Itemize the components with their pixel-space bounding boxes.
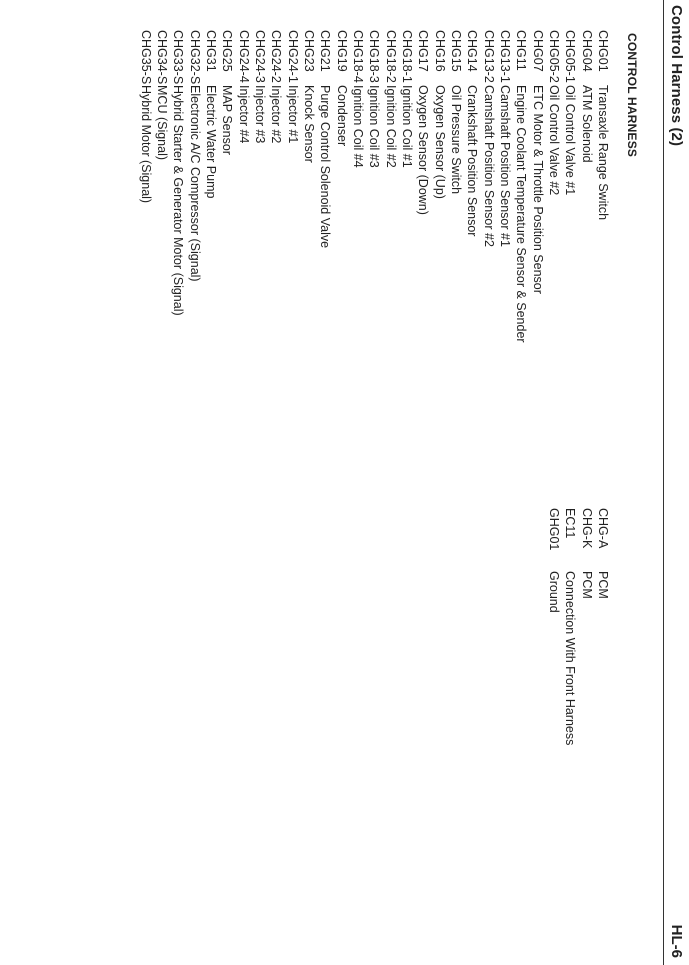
connector-description: Ignition Coil #2 xyxy=(383,85,398,168)
connector-code: CHG11 xyxy=(514,30,529,71)
connector-code: CHG35-S xyxy=(138,30,153,85)
connector-description: ATM Solenoid xyxy=(579,85,594,163)
connector-description: Camshaft Position Sensor #2 xyxy=(481,85,496,247)
connector-code: CHG31 xyxy=(204,30,219,72)
page-title: Control Harness (2) xyxy=(668,5,685,147)
connector-description: Ignition Coil #1 xyxy=(400,85,415,168)
connector-code: GHG01 xyxy=(547,508,562,551)
connector-description: Ground xyxy=(547,571,562,613)
connector-code: CHG13-2 xyxy=(481,30,496,83)
connector-code: CHG19 xyxy=(334,30,349,72)
connector-description: Purge Control Solenoid Valve xyxy=(318,85,333,249)
connector-description: Ignition Coil #4 xyxy=(351,85,366,168)
connector-code: CHG23 xyxy=(302,30,317,72)
connector-code: CHG18-1 xyxy=(400,30,415,83)
connector-description: Injector #2 xyxy=(269,85,284,144)
connector-code: CHG32-S xyxy=(187,30,202,85)
connector-code: CHG18-2 xyxy=(383,30,398,83)
connector-code: CHG33-S xyxy=(171,30,186,85)
connector-code: EC11 xyxy=(563,508,578,539)
connector-description: Hybrid Motor (Signal) xyxy=(138,85,153,204)
connector-code: CHG13-1 xyxy=(498,30,513,83)
connector-description: Electric Water Pump xyxy=(204,85,219,199)
connector-code: CHG04 xyxy=(579,30,594,72)
connector-description: Oxygen Sensor (Down) xyxy=(416,85,431,215)
connector-description: Crankshaft Position Sensor xyxy=(465,85,480,237)
connector-code: CHG17 xyxy=(416,30,431,72)
connector-description: Electronic A/C Compressor (Signal) xyxy=(187,85,202,282)
connector-description: PCM xyxy=(579,571,594,599)
connector-code: CHG24-4 xyxy=(236,30,251,83)
section-title: CONTROL HARNESS xyxy=(625,33,639,158)
connector-description: Engine Coolant Temperature Sensor & Sender xyxy=(514,85,529,343)
page-number: HL-6 xyxy=(668,924,685,958)
connector-code: CHG21 xyxy=(318,30,333,72)
connector-description: Hybrid Starter & Generator Motor (Signal) xyxy=(171,85,186,316)
connector-description: Connection With Front Harness xyxy=(563,571,578,746)
connector-code: CHG24-1 xyxy=(285,30,300,83)
connector-code: CHG18-3 xyxy=(367,30,382,83)
connector-code: CHG07 xyxy=(530,30,545,72)
connector-description: Injector #3 xyxy=(253,85,268,144)
connector-description: ETC Motor & Throttle Position Sensor xyxy=(530,85,545,294)
connector-code: CHG25 xyxy=(220,30,235,72)
connector-description: Transaxle Range Switch xyxy=(596,85,610,221)
connector-code: CHG05-2 xyxy=(547,30,562,83)
connector-description: MAP Sensor xyxy=(220,85,235,155)
connector-description: Oil Control Valve #2 xyxy=(547,85,562,196)
connector-description: PCM xyxy=(596,571,610,599)
connector-description: Knock Sensor xyxy=(302,85,317,163)
connector-code: CHG24-2 xyxy=(269,30,284,83)
connector-description: Oil Pressure Switch xyxy=(449,85,464,195)
connector-code: CHG34-S xyxy=(155,30,170,85)
connector-description: Camshaft Position Sensor #1 xyxy=(498,85,513,247)
connector-code: CHG16 xyxy=(432,30,447,72)
connector-description: Injector #1 xyxy=(285,85,300,144)
connector-description: Oxygen Sensor (Up) xyxy=(432,85,447,199)
connector-code: CHG01 xyxy=(596,30,610,72)
connector-code: CHG18-4 xyxy=(351,30,366,83)
connector-code: CHG05-1 xyxy=(563,30,578,83)
connector-description: Condenser xyxy=(334,85,349,147)
connector-description: MCU (Signal) xyxy=(155,85,170,161)
connector-description: Ignition Coil #3 xyxy=(367,85,382,168)
connector-code: CHG-K xyxy=(579,508,594,549)
connector-description: Injector #4 xyxy=(236,85,251,144)
connector-code: CHG-A xyxy=(596,508,610,549)
connector-description: Oil Control Valve #1 xyxy=(563,85,578,196)
connector-code: CHG14 xyxy=(465,30,480,72)
connector-code: CHG24-3 xyxy=(253,30,268,83)
connector-code: CHG15 xyxy=(449,30,464,72)
header-divider xyxy=(663,0,664,965)
